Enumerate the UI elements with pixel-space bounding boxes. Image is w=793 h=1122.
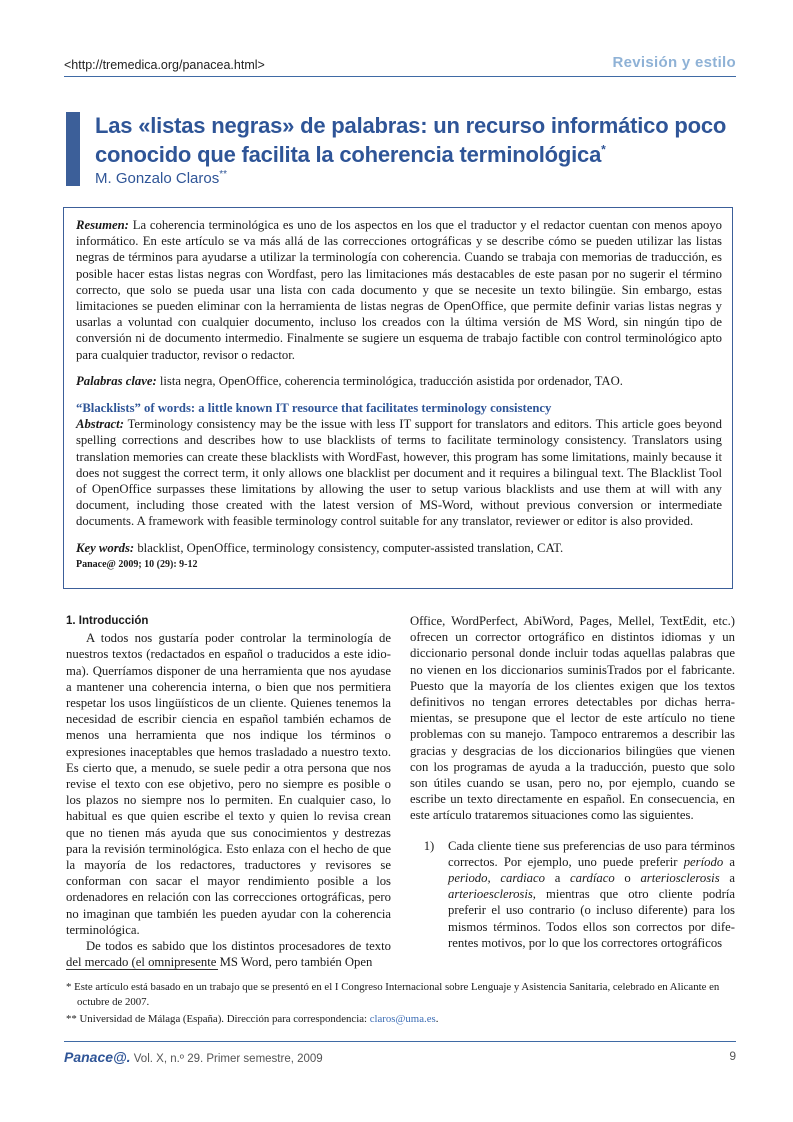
paragraph: A todos nos gustaría poder controlar la terminología de nuestros textos (redactados en español o traducidos a este idioma). Querríamos disponer de una herramienta que nos ayudase a mantener una coherencia interna, o bien que nos permitiera respetar los usos lingüísticos de un cliente. Quienes tenemos la necesidad de escribir ciencia en español también echamos de menos una herramienta que nos indique los términos o expresiones inaceptables que hemos trasladado a nuestro texto. Es cierto que, a menudo, se suele pedir a otra persona que nos revise el texto con ese objetivo, pero no siempre es posible o los plazos no siempre nos lo permiten. En cualquier caso, lo habitual es que quien escribe el texto y quien lo revisa crean que no tienen más ayuda que sus conocimientos y destrezas para la revisión terminológica. Esto enlaza con el hecho de que la mayoría de los redactores, traductores y revisores se conforman con sacar el mayor rendimiento posible a los ordenadores en relación con las correcciones ortográficas, pero no imaginan que también les pueden ayudar con la coherencia terminológica. <box>66 631 391 937</box>
header-url[interactable]: <http://tremedica.org/panacea.html> <box>64 58 265 72</box>
footnotes <box>66 980 738 1029</box>
title-footnote-mark[interactable]: * <box>601 142 606 157</box>
author-name: M. Gonzalo Claros <box>95 170 220 187</box>
list-item-text <box>448 838 735 951</box>
list-term: período <box>683 854 724 869</box>
keywords-en-label: Key words: <box>76 540 135 555</box>
article-title-text: Las «listas negras» de palabras: un recurso informático poco conocido que facilita la coherencia terminológica <box>95 113 727 167</box>
section-heading: 1. Introducción <box>66 615 149 627</box>
abstract-es-label: Resumen: <box>76 218 129 232</box>
abstract-en <box>76 416 722 529</box>
title-accent-bar <box>66 112 80 186</box>
keywords-en <box>76 540 722 556</box>
list-text-run: a <box>719 871 735 886</box>
footnote-2-text: ** Universidad de Málaga (España). Dirección para correspondencia: <box>66 1013 370 1025</box>
list-text-run: o <box>614 871 641 886</box>
paragraph: Office, WordPerfect, AbiWord, Pages, Mellel, TextEdit, etc.) ofrecen un corrector ortográfico en distintos idiomas y un diccionario personal donde incluir todas aquellas palabras que no vienen en los diccionarios suminisTrados por el fabricante. Puesto que la mayoría de los clientes exigen que los textos definitivos no tengan errores detectables por dichas herramientas, se presupone que el lector de este artículo no tiene problemas con su manejo. Tampoco entraremos a describir las gracias y desgracias de los diccionarios bilingües que vienen con los programas de ayuda a la traducción, puesto que solo son útiles cuando se usan, pero no, por ejemplo, cuando se escribe un texto directamente en español. En consecuencia, en este artículo trataremos situaciones como las siguientes. <box>410 614 735 823</box>
list-term: arterioesclerosis, <box>448 887 536 902</box>
issue-info: Vol. X, n.º 29. Primer semestre, 2009 <box>130 1053 323 1065</box>
keywords-es <box>76 373 722 389</box>
article-author <box>95 170 227 187</box>
footer <box>64 1049 323 1065</box>
abstract-es <box>76 217 722 363</box>
list-number: 1) <box>423 838 435 853</box>
abstract-box <box>63 207 733 589</box>
footnote-2 <box>66 1012 738 1027</box>
list-term: cardíaco <box>570 871 615 886</box>
body-column-left <box>66 613 391 970</box>
article-title <box>95 111 745 169</box>
footnote-rule <box>66 969 218 970</box>
abstract-es-text: La coherencia terminológica es uno de los aspectos en los que el traductor y el redactor cuentan con menos apoyo informático. En este artículo se va más allá de las correcciones ortográficas y se describe cómo se pueden utilizar las listas negras de términos para ayudarse a utilizar la terminología con coherencia. Cuando se trabaja con memorias de traducción, es posible hacer estas listas negras con Wordfast, pero las limitaciones más destacables de este pasan por no sugerir el término correcto, que solo se pueda usar una lista con cada documento y que se necesite un texto bilingüe. Sin embargo, estas limitaciones se pueden eliminar con la herramienta de listas negras de OpenOffice, que permite definir varias listas negras y usarlas a voluntad con cualquier documento, incluso los creados con la última versión de MS Word, sin ningún tipo de conversión ni de documento intermedio. Finalmente se sugiere un esquema de trabajo factible con control terminológico apto para cualquier traductor, revisor o redactor. <box>76 218 723 362</box>
keywords-es-label: Palabras clave: <box>76 373 157 388</box>
list-text-run: mientras que otro cliente podría preferir el uso contrario (o incluso diferente) para los mismos términos. Todos ellos son correctos por diferentes motivos, por lo que los correctores ortográficos <box>448 887 735 950</box>
abstract-en-label: Abstract: <box>76 417 124 432</box>
header-section-label: Revisión y estilo <box>612 54 736 71</box>
list-text-run: a <box>544 871 571 886</box>
keywords-es-text: lista negra, OpenOffice, coherencia terminológica, traducción asistida por ordenador, TAO. <box>159 373 623 388</box>
list-term: arteriosclerosis <box>640 871 720 886</box>
footnote-1: * Este artículo está basado en un trabajo que se presentó en el I Congreso Internacional sobre Lenguaje y Asistencia Sanitaria, celebrado en Alicante en octubre de 2007. <box>66 981 720 1008</box>
abstract-en-text: Terminology consistency may be the issue with less IT support for translators and editors. This article goes beyond spelling corrections and describes how to use blacklists of terms to facilitate terminology consistency. Translators using translation memories can create these blacklists with WordFast, however, this program has some limitations, mainly because it does not suggest the correct term, it only allows one blacklist per document and it requires a bilingual text. The Blacklist Tool of OpenOffice surpasses these limitations by allowing the user to setup various blacklists and use them at will with any document, including those created with the latest version of MS-Word, without previous conversion or intermediate documents. A framework with feasible terminology control suitable for any translator, reviewer or editor is also provided. <box>76 417 722 529</box>
list-term: periodo, cardiaco <box>448 871 545 886</box>
list-item <box>410 838 735 951</box>
abstract-en-title: “Blacklists” of words: a little known IT resource that facilitates terminology consistency <box>76 401 552 416</box>
footnote-2-end: . <box>435 1013 439 1025</box>
paragraph: De todos es sabido que los distintos procesadores de texto del mercado (el omnipresente MS Word, pero también Open <box>66 939 391 970</box>
citation: Panace@ 2009; 10 (29): 9-12 <box>76 558 198 570</box>
header-rule <box>64 76 736 77</box>
author-footnote-mark[interactable]: ** <box>219 169 228 180</box>
body-column-right <box>410 613 735 951</box>
keywords-en-text: blacklist, OpenOffice, terminology consistency, computer-assisted translation, CAT. <box>137 540 564 555</box>
page-number: 9 <box>729 1049 736 1063</box>
email-link[interactable]: claros@uma.es <box>369 1013 436 1025</box>
footer-rule <box>64 1041 736 1042</box>
list-text-run: a <box>723 854 735 869</box>
list-text-run: Cada cliente tiene sus preferencias de uso para términos correctos. Por ejemplo, uno puede preferir <box>448 838 735 869</box>
journal-name: Panace@. <box>64 1049 131 1065</box>
